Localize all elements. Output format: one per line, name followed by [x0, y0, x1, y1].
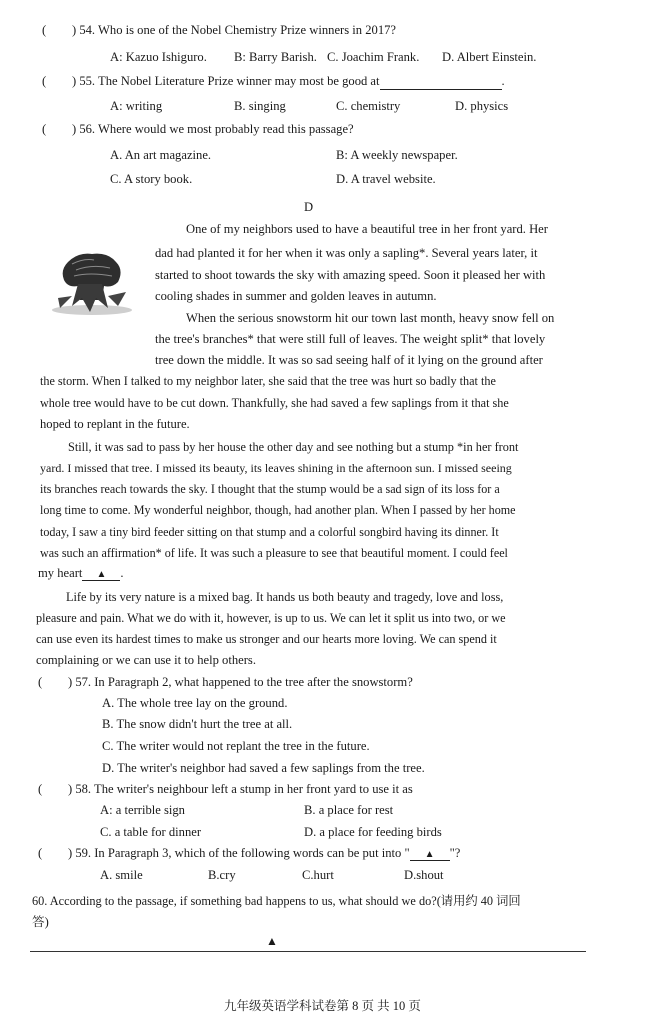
option-c: C. A story book. — [110, 172, 193, 186]
passage-line: Life by its very nature is a mixed bag. It hands us both beauty and tragedy, love and loss, — [66, 590, 504, 604]
tree-root — [108, 292, 126, 306]
option-d: D.shout — [404, 868, 444, 882]
question-text: ) 57. In Paragraph 2, what happened to the tree after the snowstorm? — [68, 675, 413, 689]
passage-line: was such an affirmation* of life. It was such a pleasure to see that beautiful moment. I could feel — [40, 546, 508, 560]
option-d: D. physics — [455, 99, 509, 113]
answer-paren: ( — [38, 782, 43, 796]
answer-paren: ( — [42, 23, 47, 37]
passage-line: dad had planted it for her when it was only a sapling*. Several years later, it — [155, 246, 538, 260]
answer-line[interactable] — [30, 951, 586, 952]
answer-blank — [380, 74, 502, 90]
option-a: A. smile — [100, 868, 143, 882]
option-b: B. a place for rest — [304, 803, 394, 817]
passage-line: whole tree would have to be cut down. Thankfully, she had saved a few saplings from it that she — [40, 396, 509, 410]
passage-line: its branches reach towards the sky. I thought that the stump would be a sad sign of its loss for a — [40, 482, 500, 496]
option-c: C. chemistry — [336, 99, 401, 113]
passage-end: . — [120, 566, 124, 580]
passage-line: hoped to replant in the future. — [40, 417, 190, 431]
question-text: ) 54. Who is one of the Nobel Chemistry Prize winners in 2017? — [72, 23, 396, 37]
passage-line: can use even its hardest times to make us stronger and our hearts more loving. We can spend it — [36, 632, 497, 646]
passage-line: the tree's branches* that were still full of leaves. The weight split* that lovely — [155, 332, 546, 346]
option-b: B: A weekly newspaper. — [336, 148, 458, 162]
question-text: ) 59. In Paragraph 3, which of the following words can be put into " — [68, 846, 410, 860]
option-a: A: writing — [110, 99, 163, 113]
passage-line: tree down the middle. It was so sad seeing half of it lying on the ground after — [155, 353, 543, 367]
passage-line: pleasure and pain. What we do with it, however, is up to us. We can let it split us into two, or we — [36, 611, 506, 625]
section-heading: D — [304, 200, 314, 214]
passage-line: today, I saw a tiny bird feeder sitting on that stump and a colorful songbird having its dinner. It — [40, 525, 499, 539]
option-b: B.cry — [208, 868, 236, 882]
answer-paren: ( — [42, 122, 47, 136]
question-end: "? — [449, 846, 461, 860]
answer-mark: ▲ — [266, 934, 278, 948]
option-c: C. The writer would not replant the tree in the future. — [102, 739, 370, 753]
passage-line: complaining or we can use it to help others. — [36, 653, 256, 667]
option-a: A: Kazuo Ishiguro. — [110, 50, 207, 64]
passage-line: cooling shades in summer and golden leaves in autumn. — [155, 289, 437, 303]
passage-blank: ▲ — [82, 569, 120, 581]
page-footer: 九年级英语学科试卷第 8 页 共 10 页 — [224, 999, 421, 1013]
option-b: B: Barry Barish. — [234, 50, 317, 64]
option-a: A: a terrible sign — [100, 803, 185, 817]
option-c: C. a table for dinner — [100, 825, 202, 839]
question-end: . — [501, 74, 505, 88]
question-blank: ▲ — [410, 849, 450, 861]
passage-line: long time to come. My wonderful neighbor, though, had another plan. When I passed by her home — [40, 503, 516, 517]
passage-line: the storm. When I talked to my neighbor later, she said that the tree was hurt so badly that the — [40, 374, 496, 388]
option-b: B. The snow didn't hurt the tree at all. — [102, 717, 293, 731]
question-line — [72, 74, 505, 90]
option-c: C.hurt — [302, 868, 334, 882]
answer-paren: ( — [38, 675, 43, 689]
question-line — [68, 846, 460, 861]
passage-line-blank — [38, 566, 124, 581]
passage-line: started to shoot towards the sky with amazing speed. Soon it pleased her with — [155, 268, 546, 282]
tree-stump-illustration — [38, 248, 140, 318]
question-text: ) 56. Where would we most probably read this passage? — [72, 122, 354, 136]
option-d: D. The writer's neighbor had saved a few saplings from the tree. — [102, 761, 425, 775]
option-d: D. Albert Einstein. — [442, 50, 537, 64]
option-c: C. Joachim Frank. — [327, 50, 420, 64]
passage-line: One of my neighbors used to have a beautiful tree in her front yard. Her — [186, 222, 548, 236]
question-text: 60. According to the passage, if something bad happens to us, what should we do?(请用约 40 词回 — [32, 894, 521, 908]
passage-text: my heart — [38, 566, 83, 580]
option-d: D. A travel website. — [336, 172, 436, 186]
answer-paren: ( — [38, 846, 43, 860]
question-text: ) 58. The writer's neighbour left a stump in her front yard to use it as — [68, 782, 413, 796]
question-text-cont: 答) — [32, 915, 49, 929]
passage-line: When the serious snowstorm hit our town last month, heavy snow fell on — [186, 311, 555, 325]
question-text: ) 55. The Nobel Literature Prize winner may most be good at — [72, 74, 380, 88]
answer-paren: ( — [42, 74, 47, 88]
passage-line: yard. I missed that tree. I missed its beauty, its leaves shining in the afternoon sun. I missed seeing — [40, 461, 512, 475]
option-a: A. The whole tree lay on the ground. — [102, 696, 288, 710]
passage-line: Still, it was sad to pass by her house the other day and see nothing but a stump *in her front — [68, 440, 519, 454]
option-a: A. An art magazine. — [110, 148, 212, 162]
option-d: D. a place for feeding birds — [304, 825, 442, 839]
option-b: B. singing — [234, 99, 286, 113]
